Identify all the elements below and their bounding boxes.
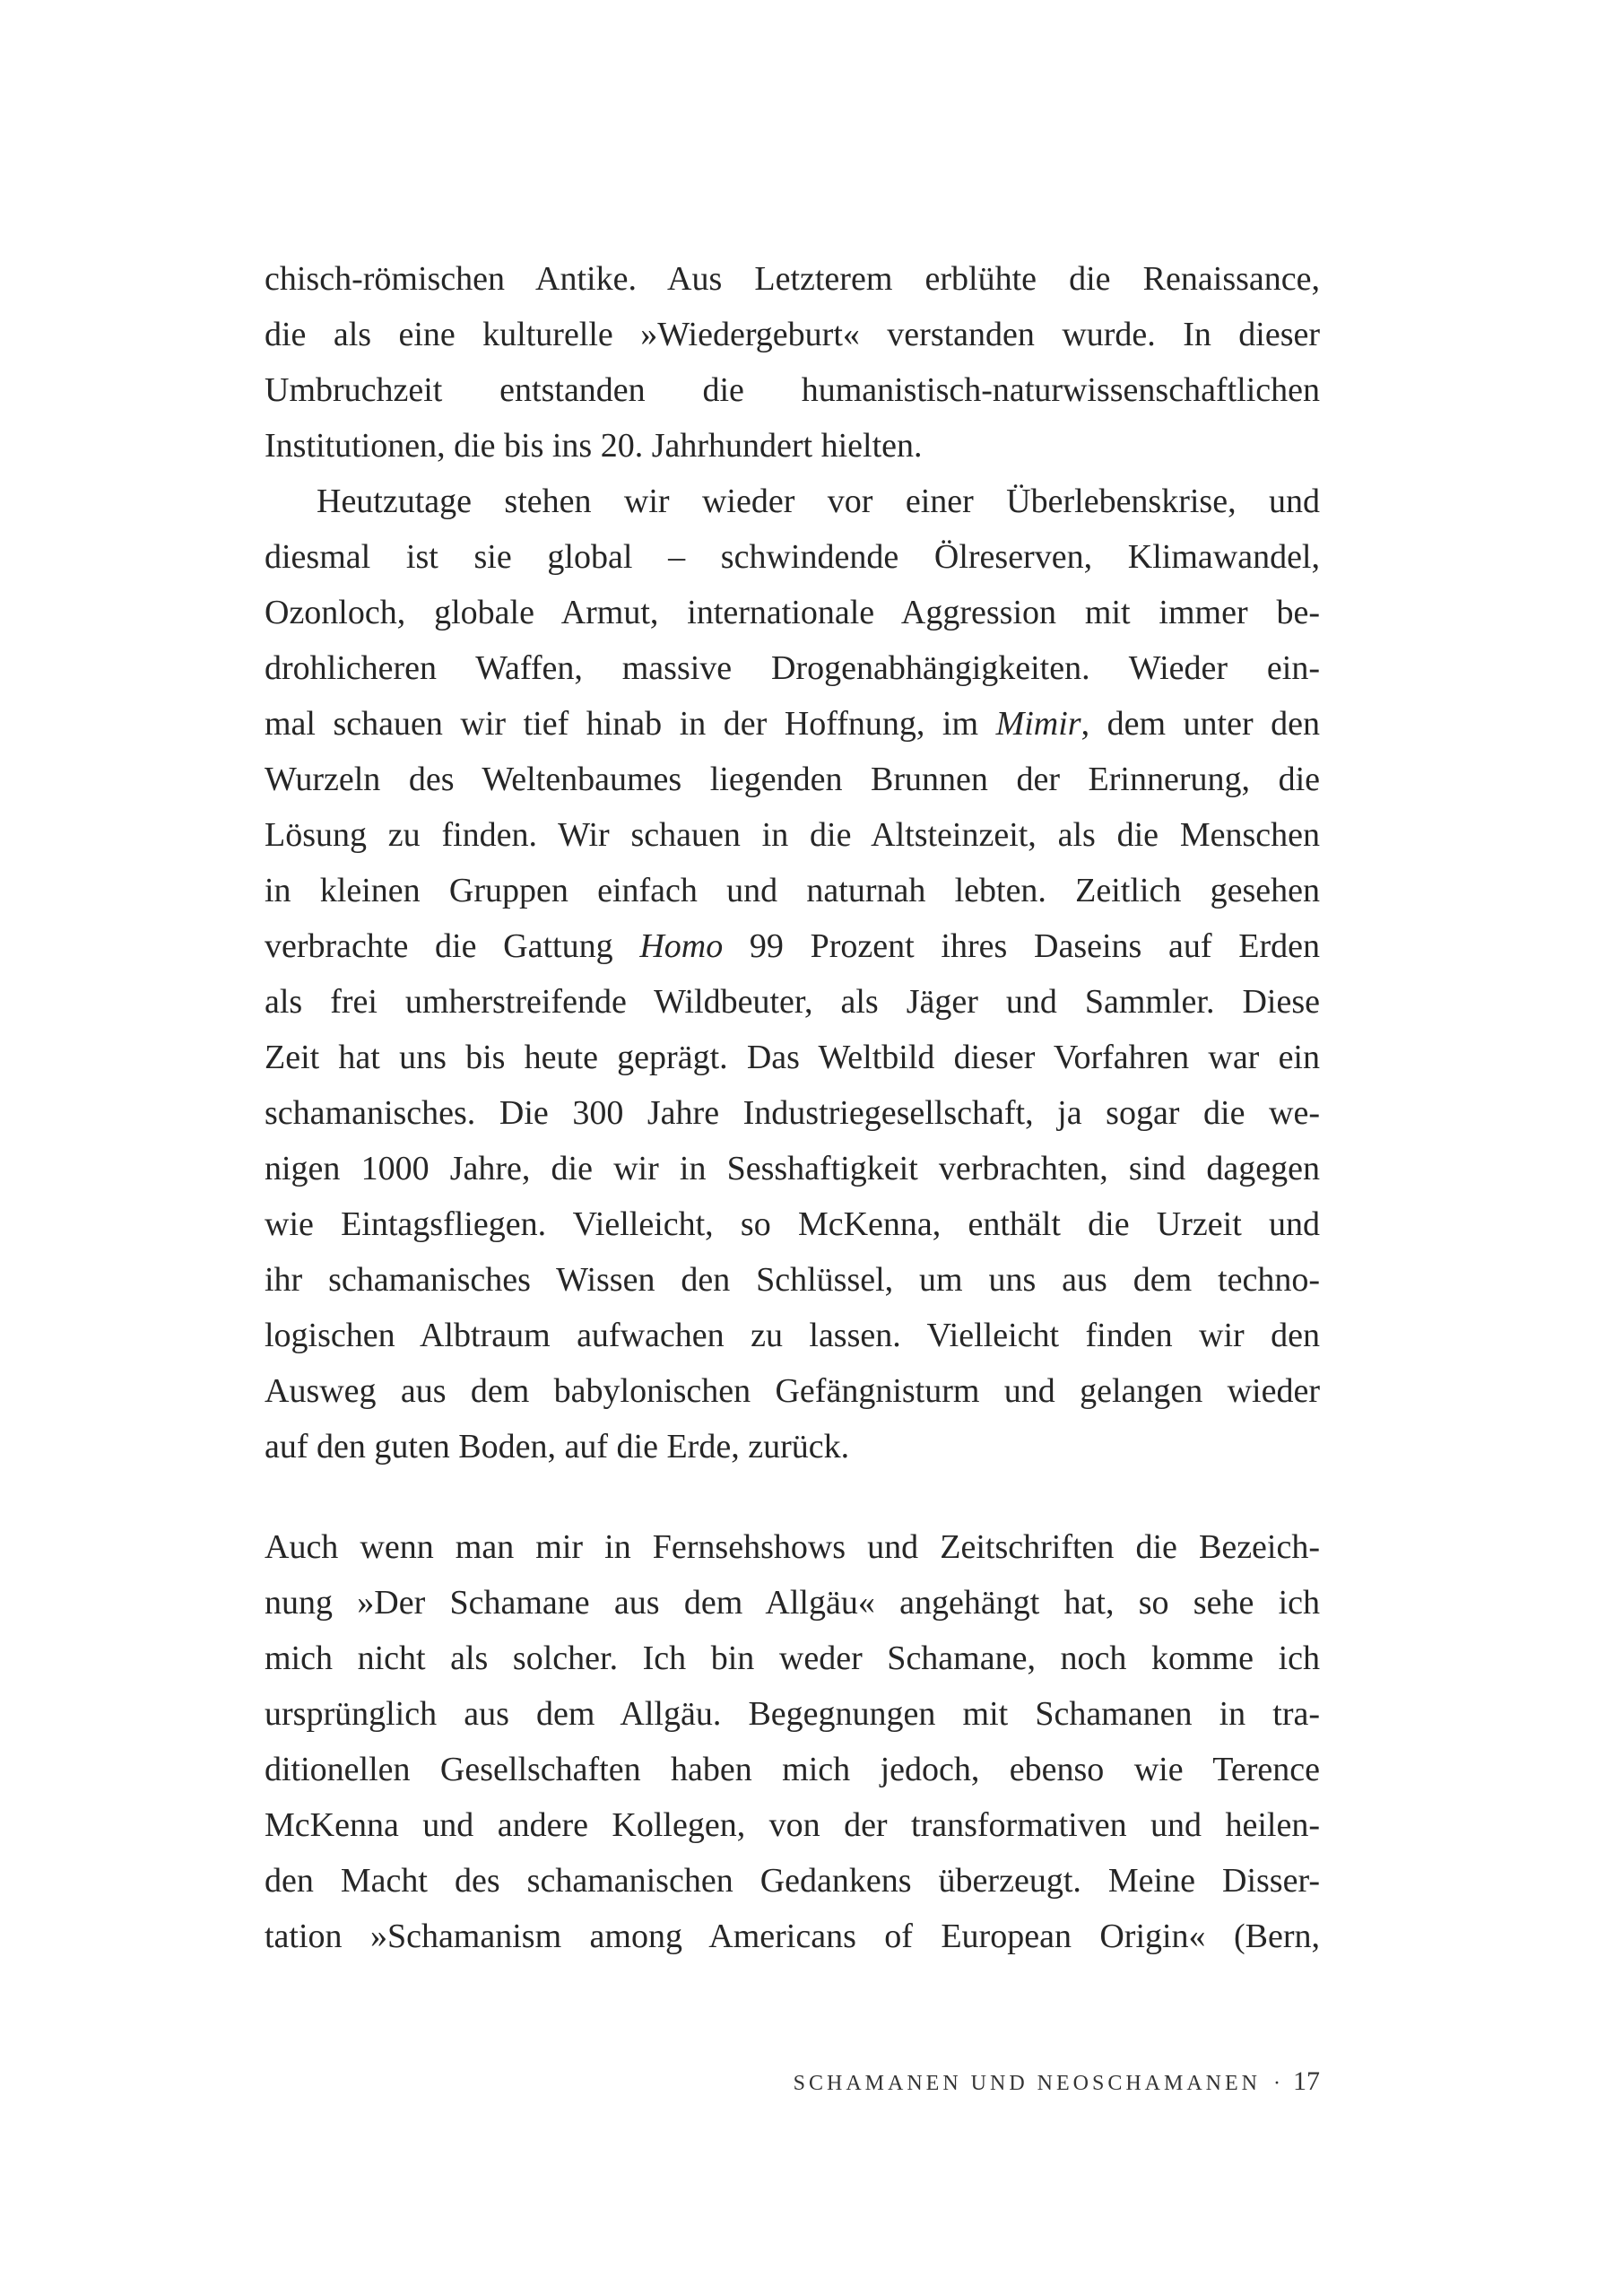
paragraph-1 (265, 251, 1320, 474)
text-line: nigen 1000 Jahre, die wir in Sesshaftigkeit verbrachten, sind dagegen (265, 1150, 1320, 1187)
text-line: diesmal ist sie global – schwindende Ölreserven, Klimawandel, (265, 538, 1320, 576)
page-number: 17 (1293, 2066, 1320, 2096)
text-line: tation »Schamanism among Americans of European Origin« (Bern, (265, 1918, 1320, 1955)
text-line: Umbruchzeit entstanden die humanistisch-naturwissenschaftlichen (265, 371, 1320, 409)
text-run: verbrachte die Gattung (265, 927, 640, 965)
text-line: ursprünglich aus dem Allgäu. Begegnungen mit Schamanen in tra- (265, 1695, 1320, 1733)
text-line: mich nicht als solcher. Ich bin weder Schamane, noch komme ich (265, 1639, 1320, 1677)
text-line: Institutionen, die bis ins 20. Jahrhundert hielten. (265, 427, 923, 465)
text-line: Heutzutage stehen wir wieder vor einer Überlebenskrise, und (317, 483, 1320, 520)
text-line: in kleinen Gruppen einfach und naturnah lebten. Zeitlich gesehen (265, 872, 1320, 909)
text-line: Zeit hat uns bis heute geprägt. Das Weltbild dieser Vorfahren war ein (265, 1039, 1320, 1076)
footer-separator: · (1273, 2072, 1280, 2095)
text-line (265, 696, 1320, 752)
text-line: McKenna und andere Kollegen, von der transformativen und heilen- (265, 1806, 1320, 1844)
italic-term-homo: Homo (639, 927, 724, 965)
text-line: nung »Der Schamane aus dem Allgäu« angehängt hat, so sehe ich (265, 1584, 1320, 1622)
text-run: , dem unter den (1081, 705, 1321, 743)
text-line: wie Eintagsfliegen. Vielleicht, so McKenna, enthält die Urzeit und (265, 1205, 1320, 1243)
text-line: logischen Albtraum aufwachen zu lassen. Vielleicht finden wir den (265, 1317, 1320, 1354)
paragraph-3 (265, 1519, 1320, 1964)
text-run: 99 Prozent ihres Daseins auf Erden (723, 927, 1320, 965)
text-line: Ausweg aus dem babylonischen Gefängnisturm und gelangen wieder (265, 1372, 1320, 1410)
text-line (265, 918, 1320, 974)
running-footer (538, 2066, 1320, 2097)
text-line: Ozonloch, globale Armut, internationale Aggression mit immer be- (265, 594, 1320, 631)
text-line: den Macht des schamanischen Gedankens überzeugt. Meine Disser- (265, 1862, 1320, 1900)
italic-term-mimir: Mimir (995, 705, 1081, 743)
text-line: ihr schamanisches Wissen den Schlüssel, um uns aus dem techno- (265, 1261, 1320, 1299)
text-line: als frei umherstreifende Wildbeuter, als Jäger und Sammler. Diese (265, 983, 1320, 1021)
text-run: mal schauen wir tief hinab in der Hoffnung, im (265, 705, 996, 743)
text-line: Auch wenn man mir in Fernsehshows und Zeitschriften die Bezeich- (265, 1528, 1320, 1566)
text-line: drohlicheren Waffen, massive Drogenabhängigkeiten. Wieder ein- (265, 649, 1320, 687)
text-line: die als eine kulturelle »Wiedergeburt« verstanden wurde. In dieser (265, 316, 1320, 353)
body-text (265, 251, 1320, 1964)
text-line: chisch-römischen Antike. Aus Letzterem erblühte die Renaissance, (265, 260, 1320, 298)
section-break (265, 1474, 1320, 1519)
text-line: ditionellen Gesellschaften haben mich jedoch, ebenso wie Terence (265, 1751, 1320, 1788)
text-line: Lösung zu finden. Wir schauen in die Altsteinzeit, als die Menschen (265, 816, 1320, 854)
text-line: schamanisches. Die 300 Jahre Industriegesellschaft, ja sogar die we- (265, 1094, 1320, 1132)
running-title: SCHAMANEN UND NEOSCHAMANEN (793, 2072, 1261, 2095)
paragraph-2 (265, 474, 1320, 1474)
text-line: Wurzeln des Weltenbaumes liegenden Brunnen der Erinnerung, die (265, 761, 1320, 798)
text-line: auf den guten Boden, auf die Erde, zurück. (265, 1428, 850, 1465)
